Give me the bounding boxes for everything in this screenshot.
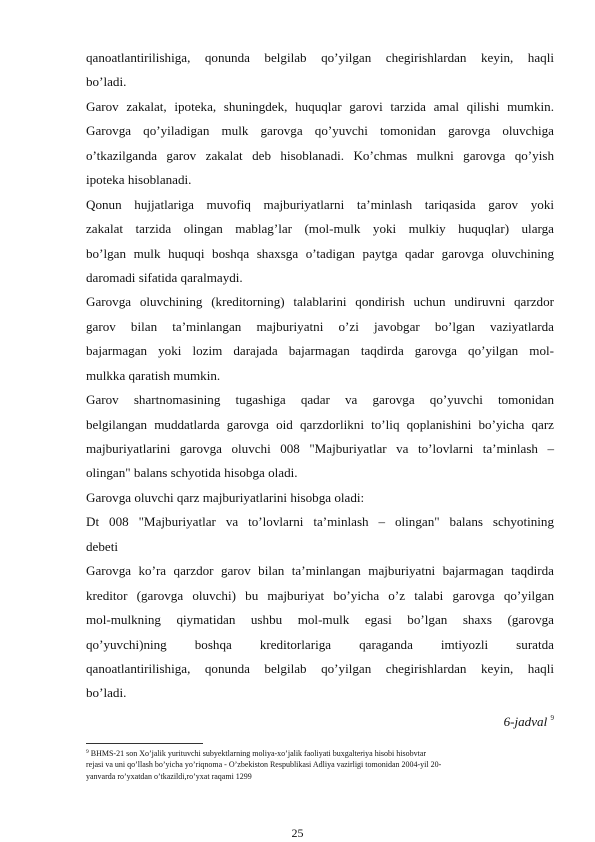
text-line: bo’ladi. bbox=[86, 685, 127, 701]
page-number: 25 bbox=[291, 826, 304, 840]
text-line: ipoteka hisoblanadi. bbox=[86, 172, 192, 188]
text-line: mol-mulkning qiymatidan ushbu mol-mulk egasi bo’lgan shaxs (garovga bbox=[86, 612, 554, 628]
table-label bbox=[86, 706, 554, 730]
text-line: majburiyatlarini garovga oluvchi 008 "Majburiyatlar va to’lovlarni ta’minlash – bbox=[86, 441, 554, 456]
text-line: Garov zakalat, ipoteka, shuningdek, huquqlar garovi tarzida amal qilishi mumkin. bbox=[86, 98, 554, 114]
text-line: zakalat tarzida olingan mablag’lar (mol-mulk yoki mulkiy huquqlar) ularga bbox=[86, 221, 554, 237]
text-line: qo’yuvchi)ning boshqa kreditorlariga qaraganda imtiyozli suratda bbox=[86, 636, 554, 652]
text-line: debeti bbox=[86, 538, 118, 554]
footnote-line-text: BHMS-21 son Xo’jalik yurituvchi subyektlarning moliya-xo’jalik faoliyati buxgalteriya hisobi hisobvtar bbox=[88, 749, 427, 758]
text-line: Garovga qo’yiladigan mulk garovga qo’yuvchi tomonidan garovga oluvchiga bbox=[86, 123, 554, 139]
text-line: daromadi sifatida qaralmaydi. bbox=[86, 269, 243, 285]
text-line: Garovga ko’ra qarzdor garov bilan ta’minlangan majburiyatni bajarmagan taqdirda bbox=[86, 563, 554, 579]
footnote-separator bbox=[86, 743, 203, 744]
text-line: Dt 008 "Majburiyatlar va to’lovlarni ta’minlash – olingan" balans schyotining bbox=[86, 514, 554, 530]
footnote-ref: 9 bbox=[86, 749, 89, 755]
text-line: olingan" balans schyotida hisobga oladi. bbox=[86, 465, 298, 481]
table-label-text: 6-jadval bbox=[503, 713, 548, 729]
document-body bbox=[86, 46, 554, 730]
table-label-footnote-ref[interactable]: 9 bbox=[550, 713, 554, 722]
footnote-line: yanvarda ro’yxatdan o’tkazildi,ro’yxat raqami 1299 bbox=[86, 771, 252, 781]
text-line: kreditor (garovga oluvchi) bu majburiyat bo’yicha o’z talabi garovga qo’yilgan bbox=[86, 587, 554, 603]
text-line: mulkka qaratish mumkin. bbox=[86, 367, 221, 383]
footnote-line: rejasi va uni qo’llash bo’yicha yo’riqnoma - O’zbekiston Respublikasi Adliya vazirligi tomonidan 2004-yil 20- bbox=[86, 760, 442, 770]
text-line: Garovga oluvchining (kreditorning) talablarini qondirish uchun undiruvni qarzdor bbox=[86, 294, 554, 310]
text-line: Garov shartnomasining tugashiga qadar va garovga qo’yuvchi tomonidan bbox=[86, 392, 554, 408]
text-line: qanoatlantirilishiga, qonunda belgilab qo’yilgan chegirishlardan keyin, haqli bbox=[86, 660, 554, 676]
body-text bbox=[86, 46, 554, 706]
text-line: Qonun hujjatlariga muvofiq majburiyatlarni ta’minlash tariqasida garov yoki bbox=[86, 196, 554, 212]
footnote-line bbox=[86, 747, 556, 759]
text-line: Garovga oluvchi qarz majburiyatlarini hisobga oladi: bbox=[86, 489, 365, 505]
text-line: bajarmagan yoki lozim darajada bajarmagan taqdirda garovga qo’yilgan mol- bbox=[86, 343, 554, 359]
text-line: bo’lgan mulk huquqi boshqa shaxsga o’tadigan paytga qadar garovga oluvchining bbox=[86, 245, 554, 261]
text-line: o’tkazilganda garov zakalat deb hisoblanadi. Ko’chmas mulkni garovga qo’yish bbox=[86, 147, 554, 163]
text-line: bo’ladi. bbox=[86, 74, 127, 90]
text-line: belgilangan muddatlarda garovga oid qarzdorlikni to’liq qoplanishini bo’yicha qarz bbox=[86, 416, 554, 432]
text-line: garov bilan ta’minlangan majburiyatni o’zi javobgar bo’lgan vaziyatlarda bbox=[86, 318, 554, 334]
footnote bbox=[86, 747, 556, 782]
text-line: qanoatlantirilishiga, qonunda belgilab qo’yilgan chegirishlardan keyin, haqli bbox=[86, 50, 554, 65]
